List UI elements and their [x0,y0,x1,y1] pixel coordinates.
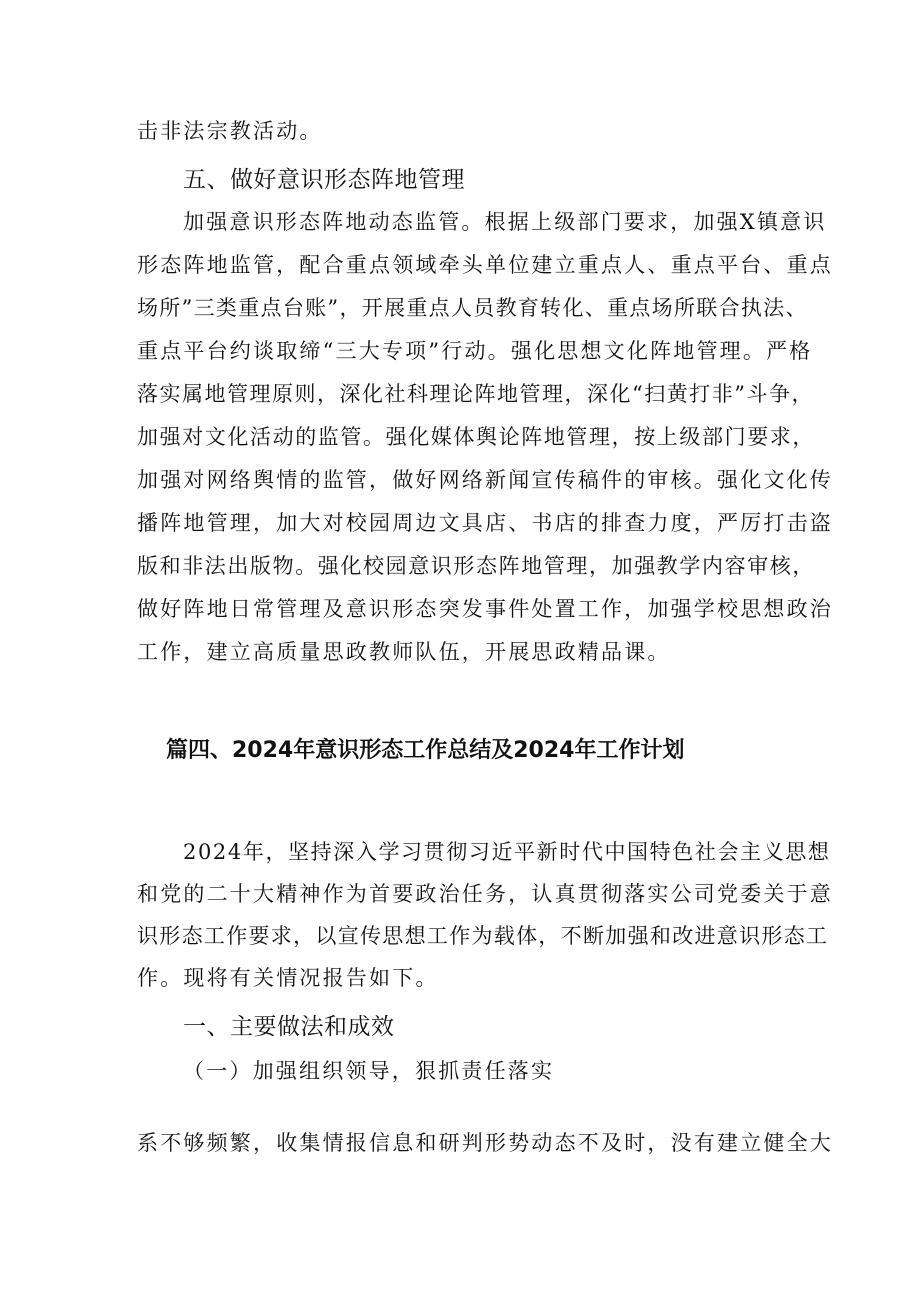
text-line: 加强对网络舆情的监管，做好网络新闻宣传稿件的审核。强化文化传 [137,468,833,492]
text-line: 做好阵地日常管理及意识形态突发事件处置工作，加强学校思想政治 [137,597,833,621]
text-line: 加强对文化活动的监管。强化媒体舆论阵地管理，按上级部门要求， [137,425,815,449]
text-line: 形态阵地监管，配合重点领域牵头单位建立重点人、重点平台、重点 [137,253,833,277]
text-line: 和党的二十大精神作为首要政治任务，认真贯彻落实公司党委关于意 [137,882,833,906]
text-line: 击非法宗教活动。 [137,119,323,143]
text-line: 版和非法出版物。强化校园意识形态阵地管理，加强教学内容审核， [137,554,815,578]
text-line: 播阵地管理，加大对校园周边文具店、书店的排查力度，严厉打击盗 [137,511,833,535]
text-line: 系不够频繁，收集情报信息和研判形势动态不及时，没有建立健全大 [137,1131,833,1155]
text-line: 作。现将有关情况报告如下。 [137,966,439,990]
text-line: 识形态工作要求，以宣传思想工作为载体，不断加强和改进意识形态工 [137,924,829,948]
text-line: 重点平台约谈取缔“三大专项”行动。强化思想文化阵地管理。严格 [137,339,813,363]
text-line: 加强意识形态阵地动态监管。根据上级部门要求，加强X镇意识 [183,210,827,234]
text-line: 场所”三类重点台账”，开展重点人员教育转化、重点场所联合执法、 [137,296,808,320]
part-title: 篇四、2024年意识形态工作总结及2024年工作计划 [166,738,685,763]
text-line: 2024年，坚持深入学习贯彻习近平新时代中国特色社会主义思想 [183,840,831,864]
section-heading: 五、做好意识形态阵地管理 [183,167,465,193]
text-line: （一）加强组织领导，狠抓责任落实 [183,1059,555,1083]
text-line: 工作，建立高质量思政教师队伍，开展思政精品课。 [137,640,671,664]
section-heading: 一、主要做法和成效 [183,1014,395,1040]
text-line: 落实属地管理原则，深化社科理论阵地管理，深化“扫黄打非”斗争， [137,382,814,406]
